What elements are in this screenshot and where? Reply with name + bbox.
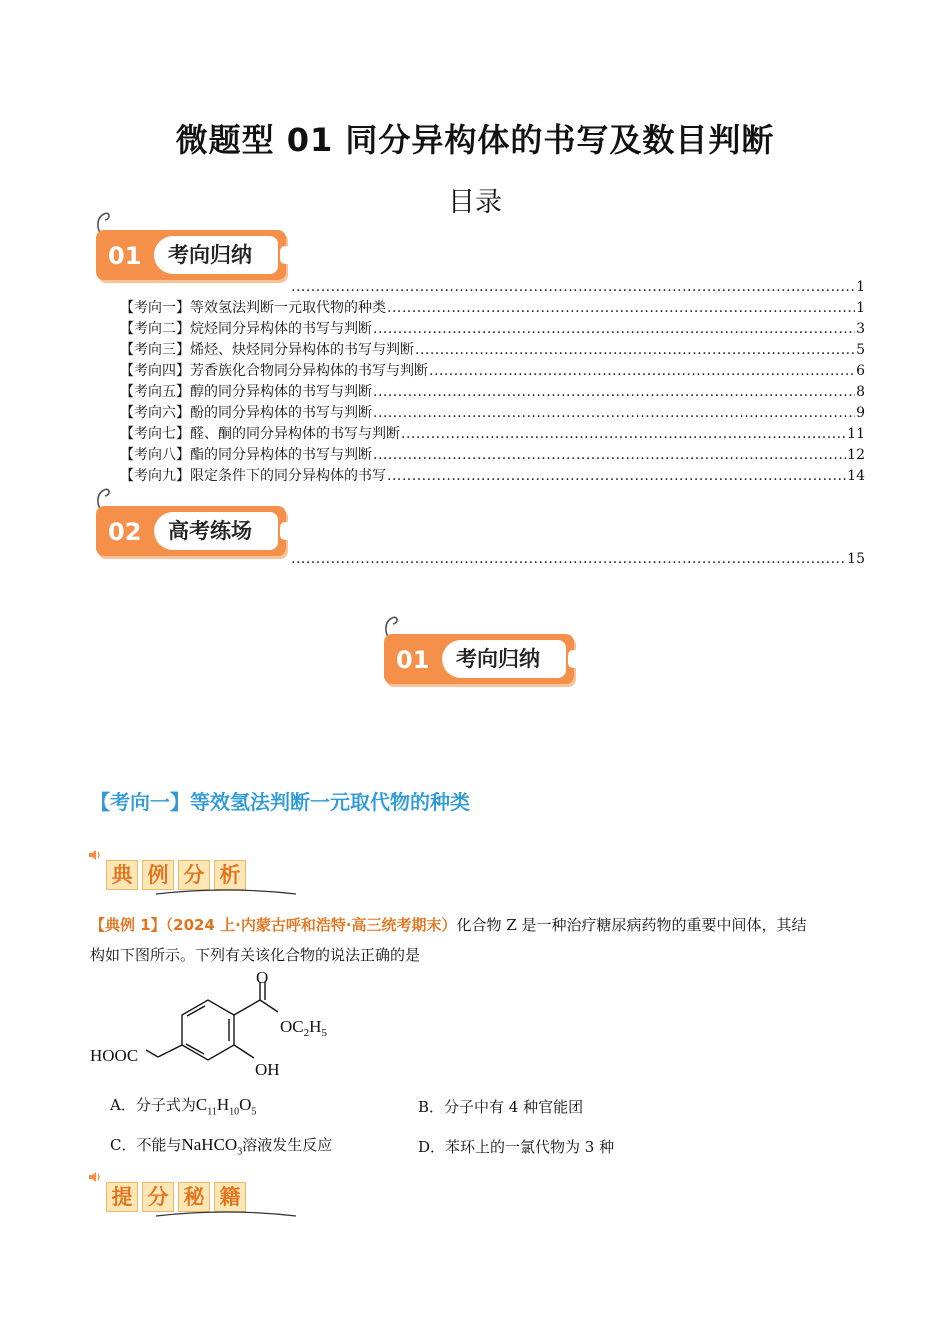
section-number: 01: [396, 646, 430, 674]
example-source: （2024 上·内蒙古呼和浩特·高三统考期末）: [165, 916, 457, 934]
toc-heading: 目录: [448, 187, 502, 218]
structure-hooc-label: HOOC: [90, 1046, 139, 1065]
option-a[interactable]: A．分子式为$C_{11}H_{10}O_5$: [110, 1095, 257, 1118]
option-d[interactable]: D．苯环上的一氯代物为 3 种: [418, 1138, 615, 1156]
banner-char: 籍: [214, 1182, 246, 1212]
banner-char: 例: [142, 860, 174, 890]
banner-char: 提: [106, 1182, 138, 1212]
direction-heading: 【考向一】等效氢法判断一元取代物的种类: [90, 790, 470, 814]
toc-entry[interactable]: 【考向九】限定条件下的同分异构体的书写 ..... 14: [120, 466, 865, 487]
toc-entry[interactable]: 【考向二】烷烃同分异构体的书写与判断 ..... 3: [120, 319, 865, 340]
option-b[interactable]: B．分子中有 4 种官能团: [418, 1098, 584, 1116]
toc-section1-line[interactable]: [290, 277, 865, 298]
swoosh-icon: [146, 888, 306, 898]
toc-page: 15: [847, 551, 865, 567]
option-c[interactable]: C．不能与NaHCO$_3$溶液发生反应: [110, 1135, 333, 1158]
section-badge-01-center: [384, 620, 580, 682]
section-number: 02: [108, 518, 142, 546]
example-text-2: 构如下图所示。下列有关该化合物的说法正确的是: [90, 946, 421, 964]
section-badge-01: [96, 216, 292, 278]
speaker-icon: [88, 1170, 102, 1184]
example-analysis-banner: [106, 860, 246, 890]
toc-section2-line[interactable]: [290, 549, 865, 570]
section-label: 考向归纳: [442, 640, 566, 678]
toc-entry[interactable]: 【考向七】醛、酮的同分异构体的书写与判断 ..... 11: [120, 424, 865, 445]
toc-entry[interactable]: 【考向四】芳香族化合物同分异构体的书写与判断 ..... 6: [120, 361, 865, 382]
section-label: 考向归纳: [154, 236, 278, 274]
structure-oh-label: OH: [255, 1060, 280, 1079]
example-text-1: 化合物 Z 是一种治疗糖尿病药物的重要中间体，其结: [456, 916, 807, 934]
toc-list: [120, 298, 865, 487]
banner-char: 分: [142, 1182, 174, 1212]
structure-o-label: O: [256, 970, 269, 987]
swoosh-icon: [146, 1210, 306, 1220]
banner-char: 析: [214, 860, 246, 890]
toc-entry[interactable]: 【考向六】酚的同分异构体的书写与判断 ..... 9: [120, 403, 865, 424]
banner-char: 秘: [178, 1182, 210, 1212]
toc-entry[interactable]: 【考向一】等效氢法判断一元取代物的种类 ..... 1: [120, 298, 865, 319]
toc-entry[interactable]: 【考向五】醇的同分异构体的书写与判断 ..... 8: [120, 382, 865, 403]
banner-char: 分: [178, 860, 210, 890]
section-badge-02: [96, 492, 292, 554]
toc-page: 1: [856, 279, 865, 295]
chemical-structure: [88, 970, 348, 1082]
page-title: 微题型 01 同分异构体的书写及数目判断: [175, 121, 775, 159]
section-label: 高考练场: [154, 512, 278, 550]
tips-banner: [106, 1182, 246, 1212]
structure-oc-label: $OC_2H_5$: [280, 1017, 327, 1039]
speaker-icon: [88, 848, 102, 862]
toc-entry[interactable]: 【考向三】烯烃、炔烃同分异构体的书写与判断 ..... 5: [120, 340, 865, 361]
example-tag: 【典例 1】: [90, 916, 166, 934]
toc-entry[interactable]: 【考向八】酯的同分异构体的书写与判断 ..... 12: [120, 445, 865, 466]
example-block: [90, 910, 865, 970]
banner-char: 典: [106, 860, 138, 890]
section-number: 01: [108, 242, 142, 270]
